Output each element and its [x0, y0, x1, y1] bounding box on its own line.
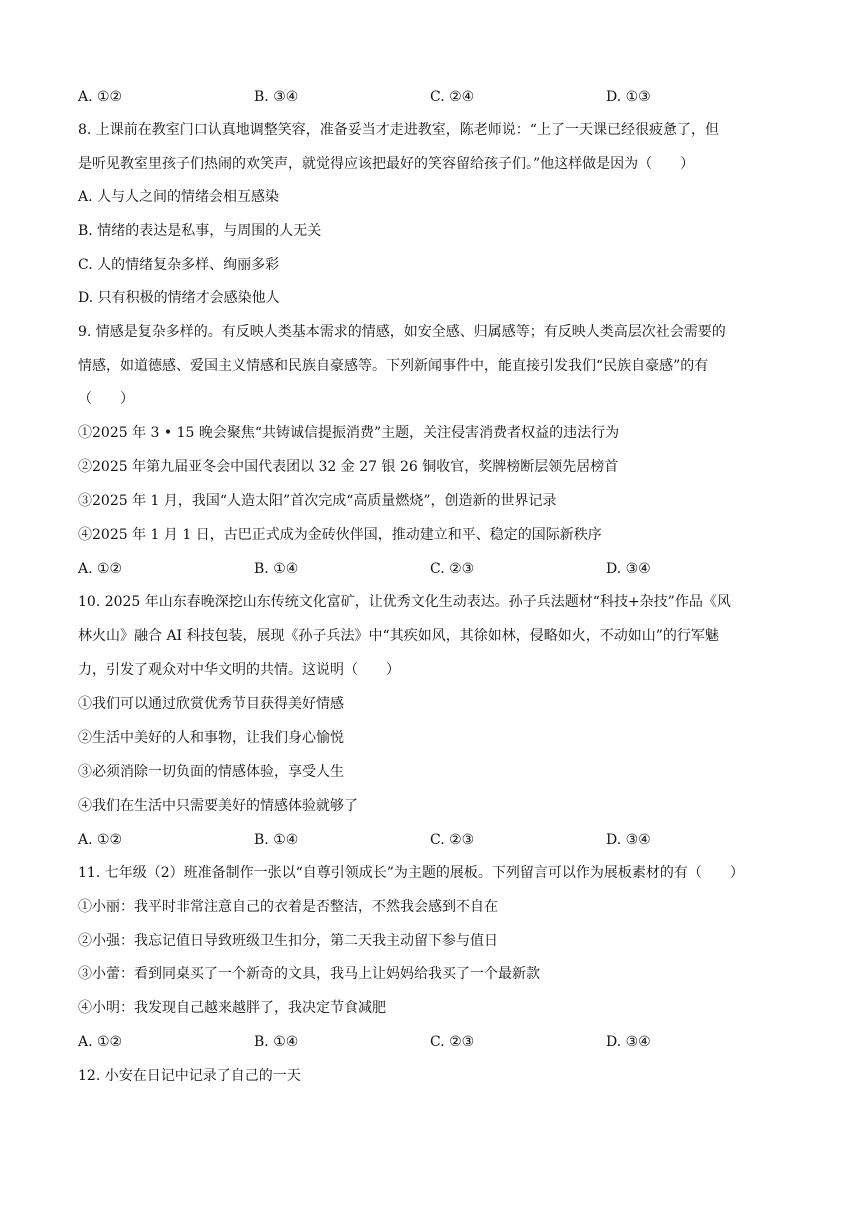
q11-item-4: ④小明：我发现自己越来越胖了，我决定节食减肥	[78, 1000, 386, 1016]
q10-option-d: D. ③④	[606, 832, 651, 848]
q9-item-3: ③2025 年 1 月，我国“人造太阳”首次完成“高质量燃烧”，创造新的世界记录	[78, 493, 557, 509]
q11-option-c: C. ②③	[430, 1034, 475, 1050]
q9-item-2: ②2025 年第九届亚冬会中国代表团以 32 金 27 银 26 铜收官，奖牌榜断层领先居榜首	[78, 459, 619, 475]
q12-stem-line-1: 12. 小安在日记中记录了自己的一天	[78, 1068, 301, 1084]
q11-option-d: D. ③④	[606, 1034, 651, 1050]
q8-stem-line-2: 是听见教室里孩子们热闹的欢笑声，就觉得应该把最好的笑容留给孩子们。”他这样做是因为（ ）	[78, 156, 695, 172]
q10-item-1: ①我们可以通过欣赏优秀节目获得美好情感	[78, 696, 344, 712]
q9-option-c: C. ②③	[430, 561, 475, 577]
q10-stem-line-3: 力，引发了观众对中华文明的共情。这说明（ ）	[78, 662, 400, 678]
q10-option-c: C. ②③	[430, 832, 475, 848]
q11-item-2: ②小强：我忘记值日导致班级卫生扣分，第二天我主动留下参与值日	[78, 933, 498, 949]
q9-stem-line-2: 情感，如道德感、爱国主义情感和民族自豪感等。下列新闻事件中，能直接引发我们“民族自豪感”的有	[78, 358, 709, 374]
q9-options	[78, 559, 790, 579]
q11-option-a: A. ①②	[78, 1034, 123, 1050]
q9-option-b: B. ①④	[254, 561, 299, 577]
q10-stem-line-2: 林火山》融合 AI 科技包装，展现《孙子兵法》中“其疾如风，其徐如林，侵略如火，不动如山”的行军魅	[78, 628, 719, 644]
q10-option-a: A. ①②	[78, 832, 123, 848]
q7-options	[78, 87, 790, 107]
q8-stem-line-1: 8. 上课前在教室门口认真地调整笑容，准备妥当才走进教室，陈老师说：“上了一天课已经很疲惫了，但	[78, 122, 719, 138]
q7-option-b: B. ③④	[254, 89, 299, 105]
q7-option-a: A. ①②	[78, 89, 123, 105]
q10-item-4: ④我们在生活中只需要美好的情感体验就够了	[78, 798, 358, 814]
q8-choice-d: D. 只有积极的情绪才会感染他人	[78, 290, 280, 306]
q11-stem-line-1: 11. 七年级（2）班准备制作一张以“自尊引领成长”为主题的展板。下列留言可以作为展板素材的有（ ）	[78, 865, 744, 881]
q9-option-d: D. ③④	[606, 561, 651, 577]
q10-item-3: ③必须消除一切负面的情感体验，享受人生	[78, 764, 344, 780]
q11-item-3: ③小蕾：看到同桌买了一个新奇的文具，我马上让妈妈给我买了一个最新款	[78, 966, 540, 982]
q10-options	[78, 830, 790, 850]
q9-item-1: ①2025 年 3 • 15 晚会聚焦“共铸诚信提振消费”主题，关注侵害消费者权益的违法行为	[78, 425, 620, 441]
q11-item-1: ①小丽：我平时非常注意自己的衣着是否整洁，不然我会感到不自在	[78, 899, 498, 915]
q7-option-d: D. ①③	[606, 89, 651, 105]
q8-choice-a: A. 人与人之间的情绪会相互感染	[78, 189, 280, 205]
q9-stem-line-1: 9. 情感是复杂多样的。有反映人类基本需求的情感，如安全感、归属感等；有反映人类高层次社会需要的	[78, 324, 726, 340]
q9-item-4: ④2025 年 1 月 1 日，古巴正式成为金砖伙伴国，推动建立和平、稳定的国际新秩序	[78, 527, 602, 543]
q11-option-b: B. ①④	[254, 1034, 299, 1050]
q8-choice-c: C. 人的情绪复杂多样、绚丽多彩	[78, 257, 280, 273]
q10-item-2: ②生活中美好的人和事物，让我们身心愉悦	[78, 730, 344, 746]
q9-option-a: A. ①②	[78, 561, 123, 577]
q10-stem-line-1: 10. 2025 年山东春晚深挖山东传统文化富矿，让优秀文化生动表达。孙子兵法题材“科技+杂技”作品《风	[78, 594, 731, 610]
q10-option-b: B. ①④	[254, 832, 299, 848]
q9-stem-line-3: （ ）	[78, 391, 134, 407]
q8-choice-b: B. 情绪的表达是私事，与周围的人无关	[78, 223, 322, 239]
q7-option-c: C. ②④	[430, 89, 475, 105]
q11-options	[78, 1032, 790, 1052]
